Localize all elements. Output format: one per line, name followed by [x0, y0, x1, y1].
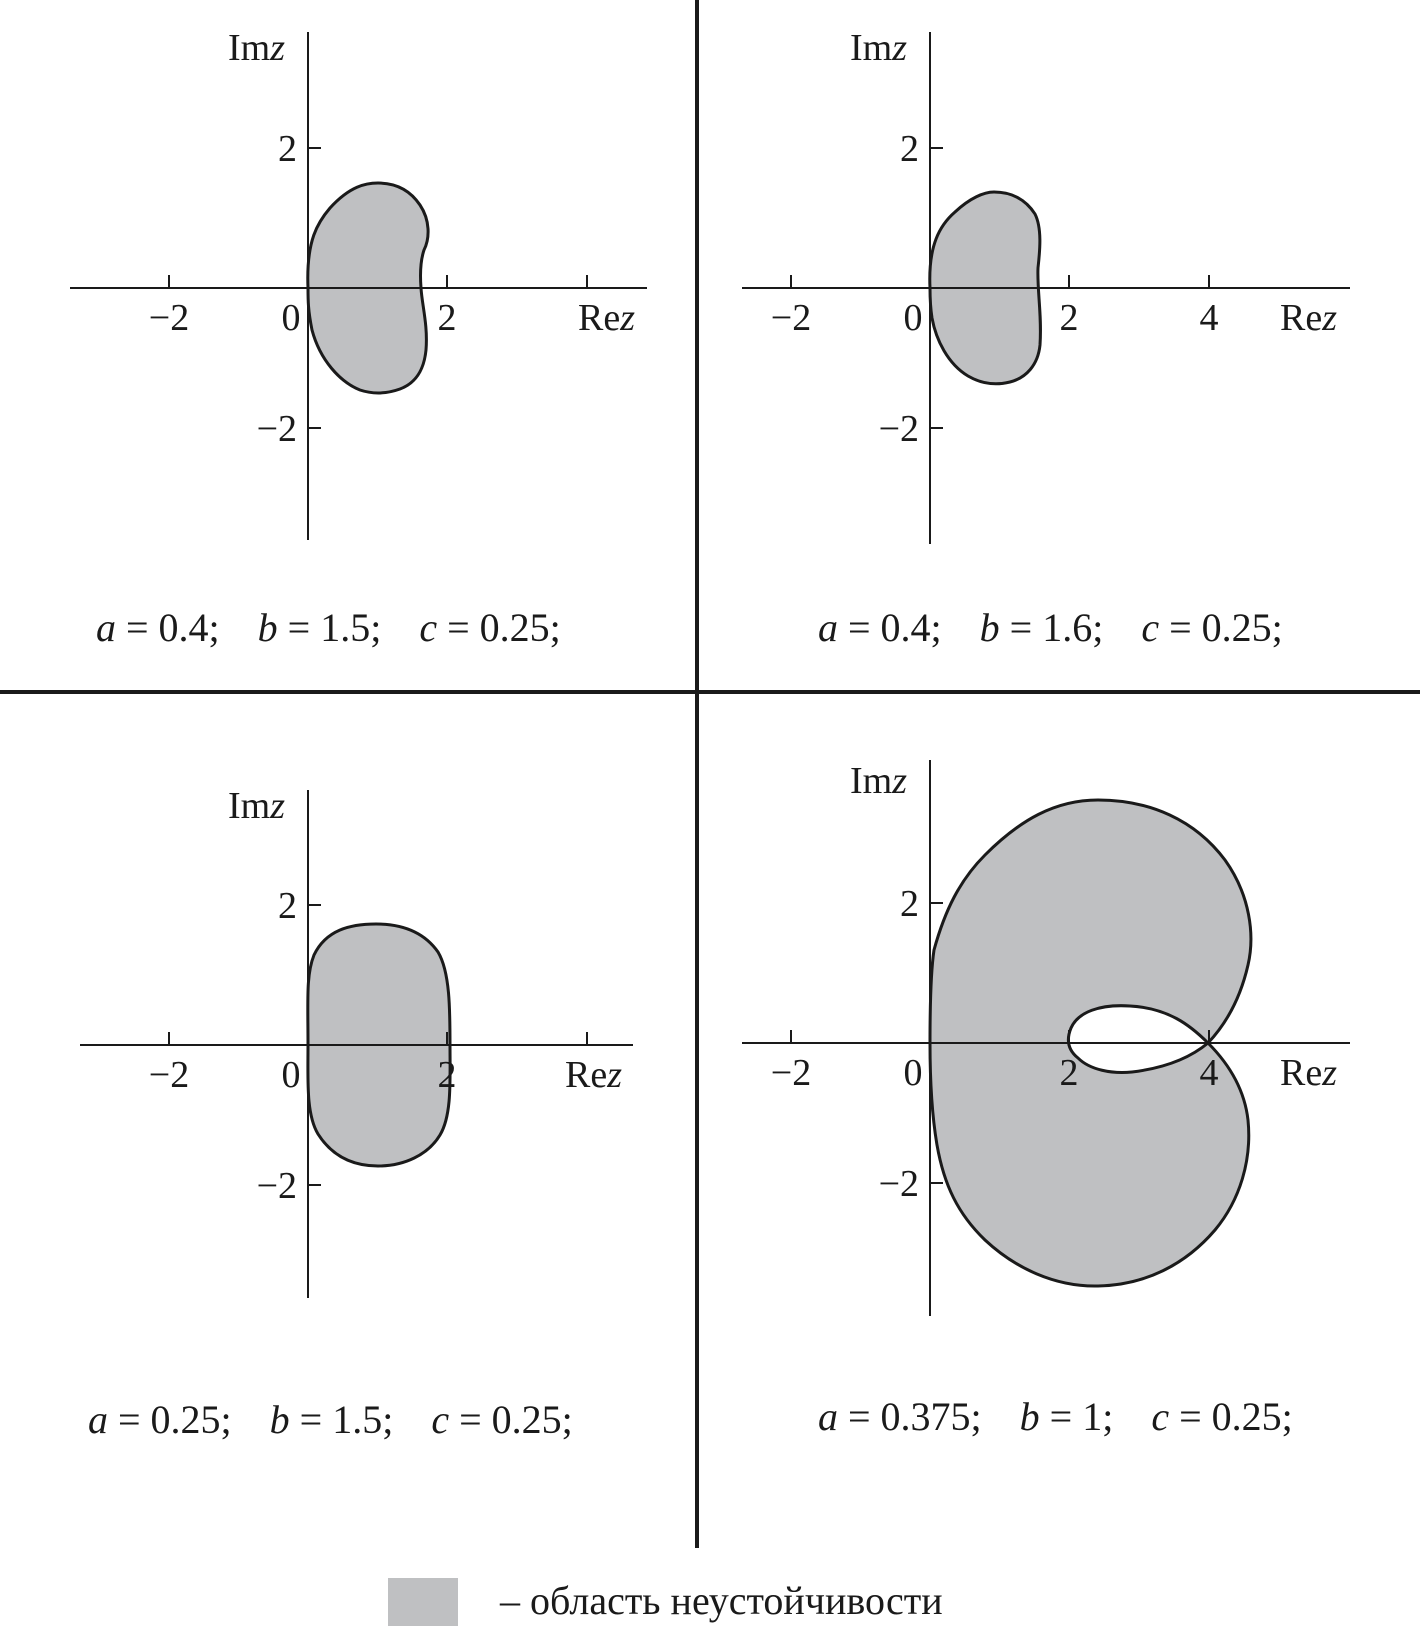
x-tick-label: 0 [281, 297, 301, 339]
im-axis-label: Imz [228, 27, 286, 69]
x-tick-label: −2 [148, 1054, 190, 1096]
x-tick-label: 0 [281, 1054, 301, 1096]
x-tick-label: 4 [1199, 1052, 1219, 1094]
x-tick-label: −2 [770, 1052, 812, 1094]
x-tick-label: 4 [1199, 297, 1219, 339]
x-tick-label: −2 [148, 297, 190, 339]
legend-swatch [388, 1578, 458, 1626]
params-label: a = 0.4; b = 1.6; c = 0.25; [818, 605, 1283, 650]
params-label: a = 0.375; b = 1; c = 0.25; [818, 1394, 1293, 1439]
panel-bottom-left [80, 785, 633, 1442]
x-tick-label: −2 [770, 297, 812, 339]
panel-bottom-right [742, 760, 1350, 1439]
params-label: a = 0.4; b = 1.5; c = 0.25; [96, 605, 561, 650]
re-axis-label: Rez [1280, 297, 1338, 339]
params-label: a = 0.25; b = 1.5; c = 0.25; [88, 1397, 573, 1442]
y-tick-label: −2 [256, 408, 297, 450]
legend-label: – область неустойчивости [500, 1578, 943, 1623]
y-tick-label: 2 [900, 128, 919, 170]
y-tick-label: −2 [878, 408, 919, 450]
x-tick-label: 2 [437, 1054, 457, 1096]
y-tick-label: −2 [878, 1163, 919, 1205]
y-tick-label: −2 [256, 1165, 297, 1207]
x-tick-label: 2 [1059, 297, 1079, 339]
x-tick-label: 0 [903, 297, 923, 339]
panel-top-right [742, 27, 1350, 650]
y-tick-label: 2 [278, 885, 297, 927]
re-axis-label: Rez [1280, 1052, 1338, 1094]
im-axis-label: Imz [850, 27, 908, 69]
x-tick-label: 0 [903, 1052, 923, 1094]
y-tick-label: 2 [278, 128, 297, 170]
y-tick-label: 2 [900, 883, 919, 925]
re-axis-label: Rez [565, 1054, 623, 1096]
panel-top-left [70, 27, 647, 650]
x-tick-label: 2 [1059, 1052, 1079, 1094]
re-axis-label: Rez [578, 297, 636, 339]
legend [388, 1578, 943, 1626]
im-axis-label: Imz [228, 785, 286, 827]
im-axis-label: Imz [850, 760, 908, 802]
x-tick-label: 2 [437, 297, 457, 339]
